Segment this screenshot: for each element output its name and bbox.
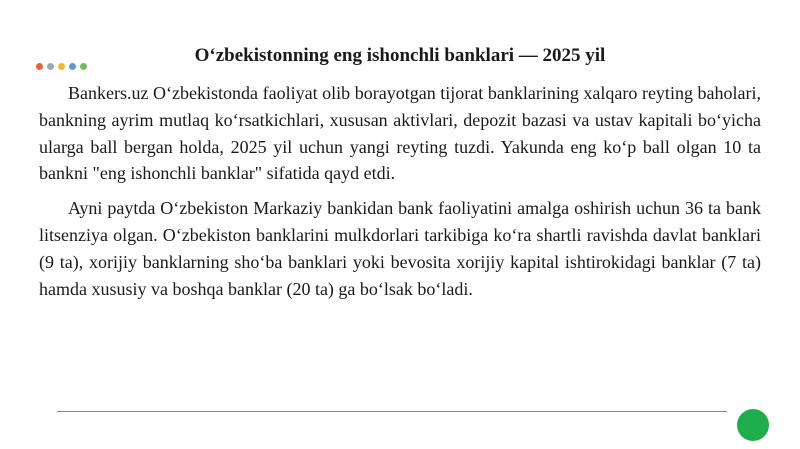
slide-title: O‘zbekistonning eng ishonchli banklari — 2025 yil [194,45,606,66]
decorative-circle [737,409,769,441]
slide-body [39,80,761,310]
paragraph: Bankers.uz O‘zbekistonda faoliyat olib borayotgan tijorat banklarining xalqaro reyting baholari, bankning ayrim mutlaq ko‘rsatkichlari, xususan aktivlari, depozit bazasi va ustav kapitali bo‘yicha ularga ball bergan holda, 2025 yil uchun yangi reyting tuzdi. Yakunda eng ko‘p ball olgan 10 ta bankni "eng ishonchli banklar" sifatida qayd etdi. [39,83,761,184]
footer-rule [57,411,727,412]
paragraph: Ayni paytda O‘zbekiston Markaziy bankidan bank faoliyatini amalga oshirish uchun 36 ta bank litsenziya olgan. O‘zbekiston banklarini mulkdorlari tarkibiga ko‘ra shartli ravishda davlat banklari (9 ta), xorijiy banklarning sho‘ba banklari yoki bevosita xorijiy kapital ishtirokidagi banklar (7 ta) hamda xususiy va boshqa banklar (20 ta) ga bo‘lsak bo‘ladi. [39,198,761,299]
